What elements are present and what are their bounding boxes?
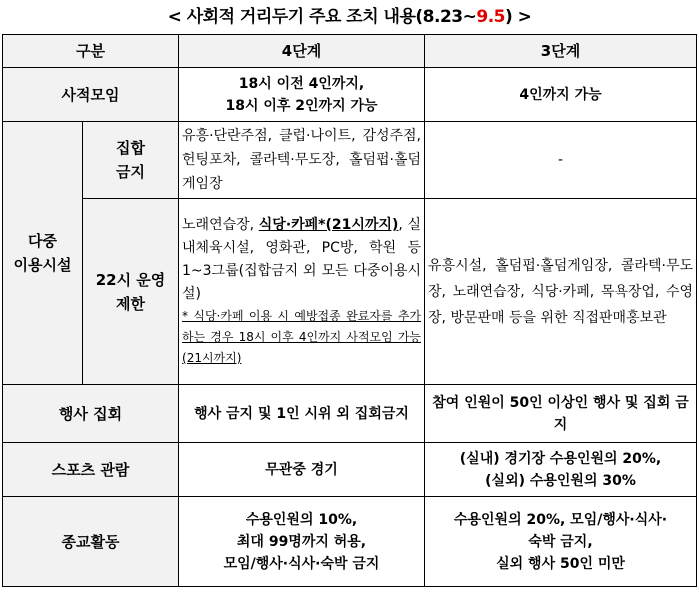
- row-gathering-ban: [3, 122, 697, 199]
- label-multi-use: [3, 122, 83, 385]
- religion-stage4-line1: 수용인원의 10%,: [245, 511, 358, 528]
- sports-stage3-line2: (실외) 수용인원의 30%: [485, 472, 636, 489]
- label-gathering-ban-line1: 집합: [116, 139, 145, 157]
- label-private-gathering: 사적모임: [3, 68, 179, 122]
- page-title: [0, 0, 699, 34]
- title-end-date: 9.5: [476, 7, 505, 27]
- religion-stage3-line1: 수용인원의 20%, 모임/행사·식사·: [453, 511, 668, 528]
- private-gathering-stage4: [179, 68, 425, 122]
- events-stage3: 참여 인원이 50인 이상인 행사 및 집회 금지: [425, 385, 697, 443]
- label-22h-limit-line1: 22시 운영: [95, 270, 166, 289]
- header-row: [3, 35, 697, 68]
- 22h-limit-stage4: [179, 199, 425, 385]
- label-multi-use-line2: 이용시설: [13, 256, 72, 274]
- religion-stage3-line3: 실외 행사 50인 미만: [496, 555, 625, 572]
- header-stage4: 4단계: [179, 35, 425, 68]
- header-stage3: 3단계: [425, 35, 697, 68]
- 22h-limit-stage4-pre: 노래연습장,: [182, 217, 259, 233]
- row-religion: [3, 497, 697, 587]
- sports-stage3-line1: (실내) 경기장 수용인원의 20%,: [459, 450, 662, 467]
- label-gathering-ban: [83, 122, 179, 199]
- gathering-ban-stage3: -: [425, 122, 697, 199]
- private-gathering-stage4-line1: 18시 이전 4인까지,: [238, 75, 365, 92]
- private-gathering-stage4-line2: 18시 이후 2인까지 가능: [225, 97, 378, 114]
- 22h-limit-stage4-post: , 실내체육시설, 영화관, PC방, 학원 등 1~3그룹(집합금지 외 모든 다중이용시설): [182, 217, 422, 302]
- title-prefix: < 사회적 거리두기 주요 조치 내용(8.23~: [167, 7, 477, 27]
- 22h-limit-stage4-restaurant: 식당·카페*(21시까지): [258, 217, 399, 233]
- label-sports: 스포츠 관람: [3, 443, 179, 497]
- gathering-ban-stage4: 유흥·단란주점, 클럽·나이트, 감성주점, 헌팅포차, 콜라텍·무도장, 홀덤펍·홀덤게임장: [179, 122, 425, 199]
- row-sports: [3, 443, 697, 497]
- events-stage4: 행사 금지 및 1인 시위 외 집회금지: [179, 385, 425, 443]
- religion-stage4-line2: 최대 99명까지 허용,: [236, 533, 367, 550]
- label-22h-limit-line2: 제한: [116, 294, 145, 313]
- religion-stage3-line2: 숙박 금지,: [528, 533, 593, 550]
- religion-stage4: [179, 497, 425, 587]
- row-events: [3, 385, 697, 443]
- row-22h-limit: [3, 199, 697, 385]
- label-events: 행사 집회: [3, 385, 179, 443]
- 22h-limit-stage4-note: * 식당·카페 이용 시 예방접종 완료자를 추가하는 경우 18시 이후 4인까지 사적모임 가능(21시까지): [182, 309, 422, 365]
- label-multi-use-line1: 다중: [28, 232, 57, 250]
- header-category: 구분: [3, 35, 179, 68]
- label-gathering-ban-line2: 금지: [116, 163, 145, 181]
- label-22h-limit: [83, 199, 179, 385]
- religion-stage4-line3: 모임/행사·식사·숙박 금지: [223, 555, 380, 572]
- measures-table: [2, 34, 697, 587]
- 22h-limit-stage3: 유흥시설, 홀덤펍·홀덤게임장, 콜라텍·무도장, 노래연습장, 식당·카페, 목욕장업, 수영장, 방문판매 등을 위한 직접판매홍보관: [425, 199, 697, 385]
- private-gathering-stage3: 4인까지 가능: [425, 68, 697, 122]
- title-suffix: ) >: [504, 7, 532, 27]
- sports-stage4: 무관중 경기: [179, 443, 425, 497]
- sports-stage3: [425, 443, 697, 497]
- religion-stage3: [425, 497, 697, 587]
- label-religion: 종교활동: [3, 497, 179, 587]
- row-private-gathering: [3, 68, 697, 122]
